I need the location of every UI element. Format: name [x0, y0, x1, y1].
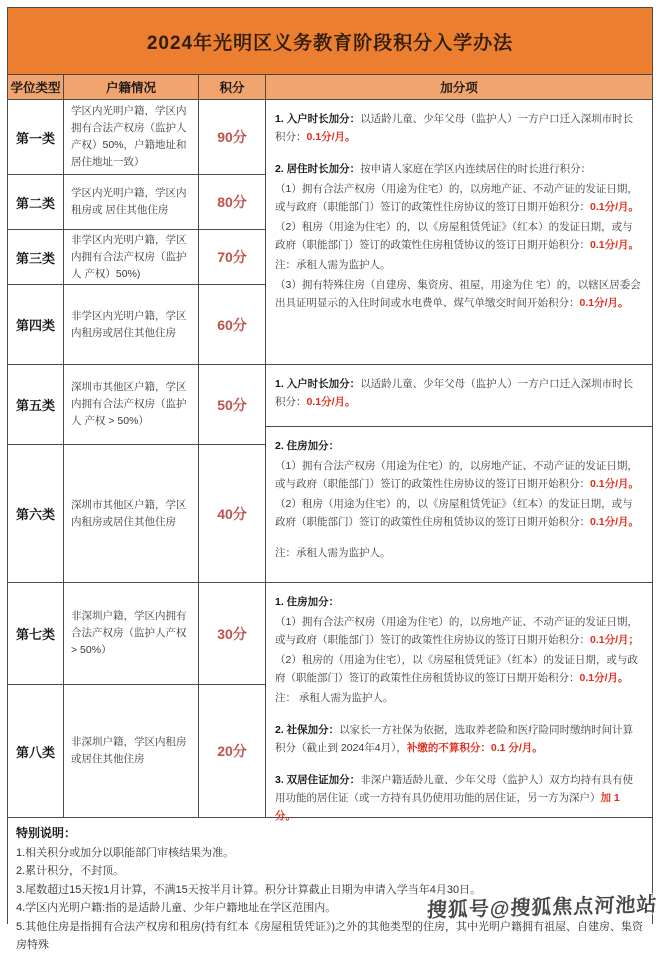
bonus-text: 按申请人家庭在学区内连续居住的时长进行积分：: [360, 163, 592, 176]
bonus-text: 注：承租人需为监护人。: [275, 547, 391, 560]
bonus-text: 注：承租人需为监护人。: [275, 259, 391, 272]
highlight-value: 0.1分/月。: [306, 396, 356, 409]
highlight-value: 0.1分/月。: [590, 516, 640, 529]
watermark: 搜狐号@搜狐焦点河池站: [426, 893, 659, 923]
table-body: [8, 100, 652, 823]
bonus-text: 注： 承租人需为监护人。: [275, 692, 394, 705]
bonus-paragraph: [275, 180, 643, 216]
bonus-paragraph: [275, 110, 643, 146]
category-cell: 第五类: [8, 365, 64, 444]
bonus-paragraph: [275, 256, 643, 274]
bonus-block: [266, 365, 652, 427]
bonus-text: 非深户籍适龄儿童、少年父母（监护人）双方均持有具有使用功能的居住证（或一方持有具仍使用功能的居住证，另一方为深户）: [275, 774, 634, 805]
household-text: 深圳市其他区户籍，学区内拥有合法产权房（监护人 产权 > 50%）: [71, 381, 187, 427]
household-cell: [64, 230, 199, 284]
note-item: 5.其他住房是指拥有合法产权房和租房(持有红本《房屋租赁凭证》)之外的其他类型的住房，其中光明户籍拥有祖屋、自建房、集资房特殊: [16, 920, 643, 952]
bonus-text: （2）租房（用途为住宅）的，以《房屋租赁凭证》（红本）的发证日期，或与政府（职能部门）签订的政策性住房租赁协议的签订日期开始积分：: [275, 221, 633, 252]
special-notes: [8, 818, 652, 955]
highlight-value: 0.1分/月。: [579, 672, 629, 685]
bonus-paragraph: [275, 593, 643, 611]
bonus-text: （3）拥有特殊住房（自建房、集资房、祖屋，用途为住 宅）的，以辖区居委会出具证明显示的入住时间或水电费单、煤气单缴交时间开始积分：: [275, 279, 641, 310]
household-cell: [64, 175, 199, 229]
bonus-label: 1. 入户时长加分：: [275, 378, 361, 390]
category-cell: 第一类: [8, 100, 64, 174]
household-text: 非深圳户籍，学区内拥有合法产权房（监护人产权 > 50%）: [71, 610, 187, 656]
household-text: 学区内光明户籍，学区内拥有合法产权房（监护人产权）50%，户籍地址和居住地址一致）: [71, 105, 187, 168]
bonus-paragraph: [275, 437, 643, 455]
bonus-text: （2）租房（用途为住宅）的，以《房屋租赁凭证》（红本）的发证日期，或与政府（职能部门）签订的政策性住房租赁协议的签订日期开始积分：: [275, 498, 633, 529]
household-cell: [64, 285, 199, 364]
header-score: 积分: [199, 75, 266, 99]
table-row: [8, 445, 266, 583]
bonus-text: （2）租房的（用途为住宅），以《房屋租赁凭证》（红本）的发证日期，或与政府（职能部门）签订的政策性住房租赁协议的签订日期开始积分：: [275, 654, 638, 685]
special-notes-title: 特别说明：: [16, 826, 77, 840]
title-bar: [8, 8, 652, 75]
table-row: [8, 365, 266, 445]
household-text: 学区内光明户籍，学区内租房或 居住其他住房: [71, 187, 187, 216]
bonus-paragraph: [275, 457, 643, 493]
score-cell: 80分: [199, 175, 266, 229]
bonus-text: （1）拥有合法产权房（用途为住宅）的，以房地产证、不动产证的发证日期，或与政府（职能部门）签订的政策性住房协议的签订日期开始积分：: [275, 460, 638, 491]
score-cell: 60分: [199, 285, 266, 364]
bonus-text: 以适龄儿童、少年父母（监护人）一方户口迁入深圳市时长积分：: [275, 113, 634, 144]
household-cell: [64, 100, 199, 174]
table-row: [8, 230, 266, 285]
bonus-paragraph: [275, 651, 643, 687]
category-cell: 第二类: [8, 175, 64, 229]
score-cell: 50分: [199, 365, 266, 444]
header-bonus-items: 加分项: [440, 81, 478, 95]
category-cell: 第四类: [8, 285, 64, 364]
bonus-text: 以适龄儿童、少年父母（监护人）一方户口迁入深圳市时长积分：: [275, 378, 634, 409]
household-cell: [64, 365, 199, 444]
table-row: [8, 685, 266, 818]
bonus-text: 以家长一方社保为依据，选取养老险和医疗险同时缴纳时间计算积分（截止到 2024年4月），: [275, 724, 634, 755]
table-row: [8, 285, 266, 365]
table-row: [8, 100, 266, 175]
bonus-label: 2. 社保加分：: [275, 724, 340, 737]
household-text: 深圳市其他区户籍，学区内租房或居住其他住房: [71, 498, 187, 528]
highlight-value: 0.1分/月。: [590, 201, 640, 214]
household-text: 非学区内光明户籍，学区内拥有合法产权房（监护人 产权）50%): [71, 233, 187, 280]
bonus-paragraph: [275, 721, 643, 757]
household-text: 非学区内光明户籍，学区内租房或居住其他住房: [71, 309, 187, 339]
bonus-label: 3. 双居住证加分：: [275, 774, 361, 787]
category-cell: 第七类: [8, 583, 64, 684]
highlight-value: 0.1分/月。: [579, 297, 629, 310]
category-cell: 第六类: [8, 445, 64, 582]
bonus-text: （1）拥有合法产权房（用途为住宅）的，以房地产证、不动产证的发证日期，或与政府（职能部门）签订的政策性住房协议的签订日期开始积分：: [275, 616, 638, 647]
bonus-block: [266, 100, 652, 365]
document-frame: [7, 7, 653, 952]
score-cell: 70分: [199, 230, 266, 284]
highlight-value: 0.1 分/月。: [490, 742, 543, 755]
household-cell: [64, 685, 199, 817]
bonus-block: [266, 583, 652, 823]
bonus-label: 2. 居住时长加分：: [275, 163, 361, 176]
score-cell: 20分: [199, 685, 266, 817]
highlight-value: 补缴的不算积分：: [406, 742, 491, 755]
highlight-value: 加 1 分。: [275, 792, 620, 823]
household-cell: [64, 445, 199, 582]
note-item: 1.相关积分或加分以职能部门审核结果为准。: [16, 847, 235, 859]
highlight-value: 0.1分/月；: [590, 634, 640, 647]
bonus-label: 1. 入户时长加分：: [275, 113, 361, 125]
bonus-paragraph: [275, 495, 643, 531]
note-item: 2.累计积分，不封顶。: [16, 865, 125, 878]
category-cell: 第八类: [8, 685, 64, 817]
highlight-value: 0.1分/月。: [590, 239, 640, 252]
score-cell: 90分: [199, 100, 266, 174]
bonus-paragraph: [275, 689, 643, 707]
bonus-block: [266, 427, 652, 583]
score-cell: 40分: [199, 445, 266, 582]
table-row: [8, 583, 266, 685]
note-item: 3.尾数超过15天按1月计算，不满15天按半月计算。积分计算截止日期为申请入学当年4月30日。: [16, 883, 482, 896]
household-text: 非深圳户籍，学区内租房或居住其他住房: [71, 736, 187, 765]
bonus-label: 2. 住房加分：: [275, 440, 340, 452]
table-header-row: [8, 75, 652, 100]
bonus-text: （1）拥有合法产权房（用途为住宅）的，以房地产证、不动产证的发证日期，或与政府（职能部门）签订的政策性住房协议的签订日期开始积分：: [275, 183, 638, 214]
bonus-paragraph: [275, 544, 643, 562]
category-table: [8, 100, 266, 818]
category-cell: 第三类: [8, 230, 64, 284]
bonus-paragraph: [275, 613, 643, 649]
highlight-value: 0.1分/月。: [306, 131, 356, 144]
bonus-paragraph: [275, 276, 643, 312]
bonus-label: 1. 住房加分：: [275, 596, 340, 608]
bonus-paragraph: [275, 160, 643, 178]
household-cell: [64, 583, 199, 684]
header-degree-type: 学位类型: [8, 75, 64, 99]
header-household-status: 户籍情况: [64, 75, 199, 99]
page-title: 2024年光明区义务教育阶段积分入学办法: [146, 32, 514, 54]
bonus-paragraph: [275, 218, 643, 254]
bonus-paragraph: [275, 771, 643, 825]
table-row: [8, 175, 266, 230]
bonus-column: [266, 100, 652, 823]
note-item: 4.学区内光明户籍:指的是适龄儿童、少年户籍地址在学区范围内。: [16, 902, 337, 915]
bonus-paragraph: [275, 375, 643, 411]
score-cell: 30分: [199, 583, 266, 684]
highlight-value: 0.1分/月。: [590, 478, 640, 491]
